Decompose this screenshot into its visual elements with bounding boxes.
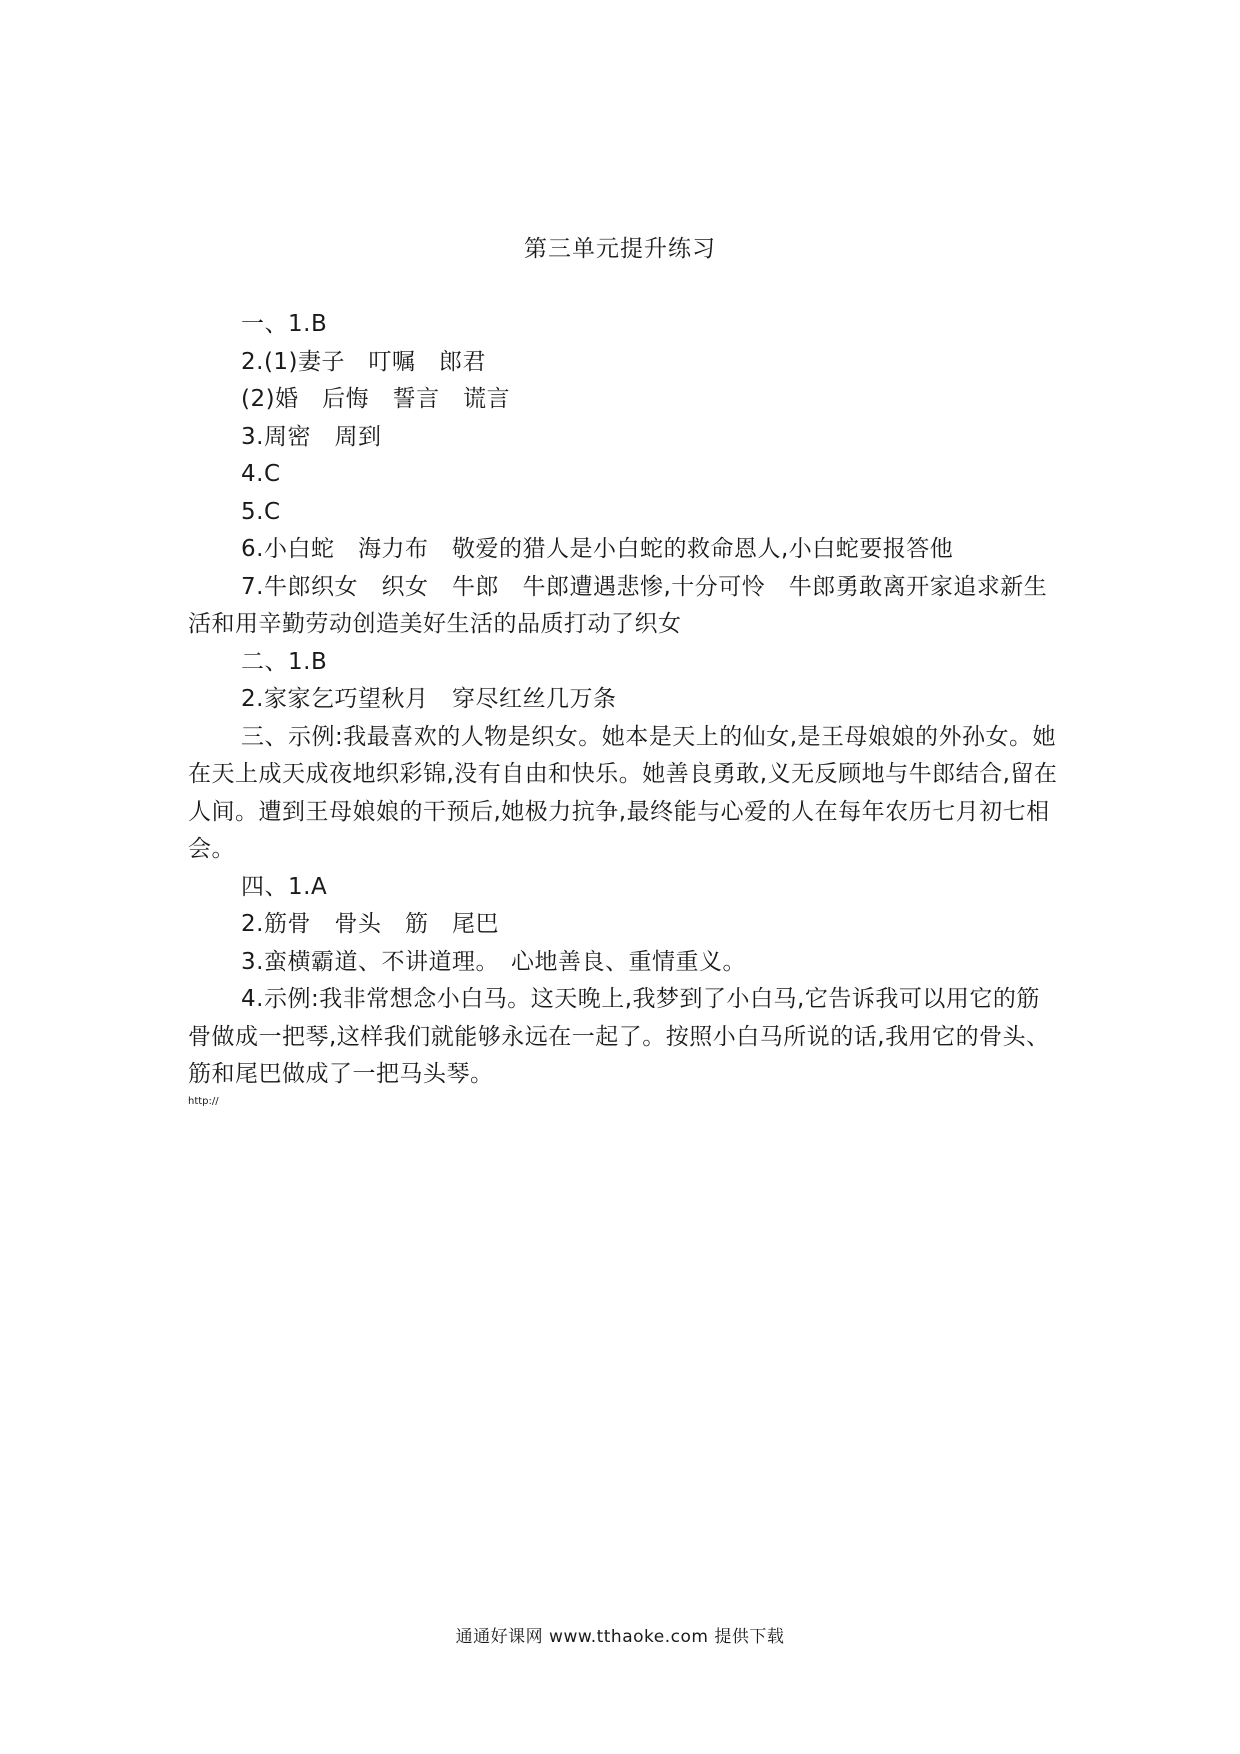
url-text: http://: [188, 1096, 219, 1107]
answer-line-1-2: 2.(1)妻子 叮嘱 郎君: [241, 348, 487, 375]
answer-paragraph-3: 三、示例:我最喜欢的人物是织女。她本是天上的仙女,是王母娘娘的外孙女。她在天上成天成夜地织彩锦,没有自由和快乐。她善良勇敢,义无反顾地与牛郎结合,留在人间。遭到王母娘娘的干预后,她极力抗争,最终能与心爱的人在每年农历七月初七相会。: [188, 723, 1058, 862]
answer-line-1-2b: (2)婚 后悔 誓言 谎言: [241, 386, 511, 412]
answer-line-2-2: 2.家家乞巧望秋月 穿尽红丝几万条: [241, 686, 617, 712]
answer-body: [188, 306, 1058, 1094]
page-title: 第三单元提升练习: [524, 236, 716, 262]
answer-line-2-1: 二、1.B: [241, 648, 328, 675]
footer-credit: 通通好课网 www.tthaoke.com 提供下载: [455, 1627, 785, 1647]
answer-line-1-4: 4.C: [241, 461, 281, 487]
answer-line-4-3: 3.蛮横霸道、不讲道理。 心地善良、重情重义。: [241, 948, 746, 975]
answer-line-1-1: 一、1.B: [241, 311, 328, 337]
answer-line-4-1: 四、1.A: [241, 873, 328, 900]
answer-line-1-6: 6.小白蛇 海力布 敬爱的猎人是小白蛇的救命恩人,小白蛇要报答他: [241, 536, 954, 562]
answer-line-4-2: 2.筋骨 骨头 筋 尾巴: [241, 911, 499, 937]
answer-paragraph-1-7: 7.牛郎织女 织女 牛郎 牛郎遭遇悲惨,十分可怜 牛郎勇敢离开家追求新生活和用辛勤劳动创造美好生活的品质打动了织女: [188, 573, 1048, 637]
answer-line-1-5: 5.C: [241, 498, 281, 525]
answer-paragraph-4-4: 4.示例:我非常想念小白马。这天晚上,我梦到了小白马,它告诉我可以用它的筋骨做成一把琴,这样我们就能够永远在一起了。按照小白马所说的话,我用它的骨头、筋和尾巴做成了一把马头琴。: [188, 986, 1050, 1087]
answer-line-1-3: 3.周密 周到: [241, 423, 382, 450]
